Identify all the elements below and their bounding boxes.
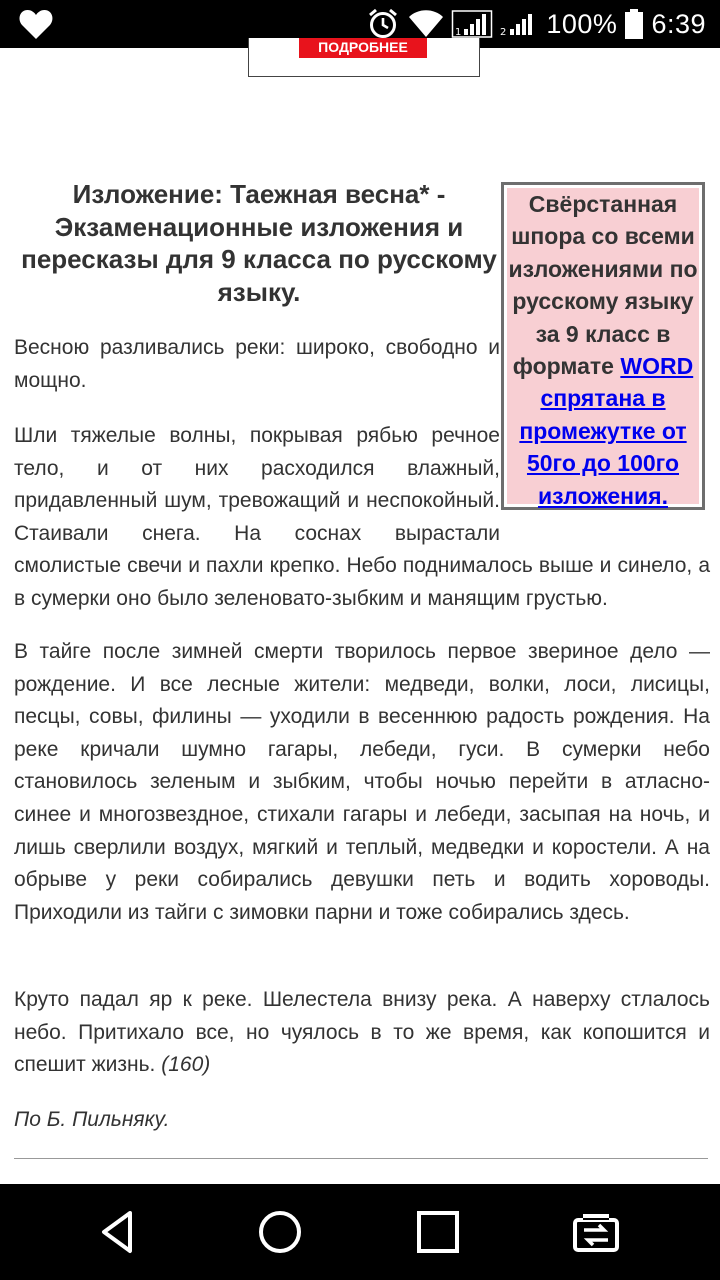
alarm-icon xyxy=(366,7,400,41)
switch-apps-icon[interactable] xyxy=(572,1208,620,1256)
article-paragraph-text: Шли тяжелые волны, покрывая рябью речное тело, и от них расходился влажный, придавленный шум, тревожащий и неспокойный. Стаивали снега. На соснах вырастали смолистые свечи и пахли крепко. Небо поднималось выше и синело, а в сумерки оно было зеленовато-зыбким и манящим грустью. xyxy=(14,424,710,610)
article-paragraph xyxy=(14,984,710,1082)
page-title: Изложение: Таежная весна* - Экзаменационные изложения и пересказы для 9 класса по русскому языку. xyxy=(21,179,497,307)
svg-text:1: 1 xyxy=(455,27,462,38)
wifi-icon xyxy=(408,9,444,39)
promo-content xyxy=(507,188,699,509)
promo-text: Свёрстанная шпора со всеми изложениями по русскому языку за 9 класс в формате xyxy=(508,191,698,380)
recent-apps-icon[interactable] xyxy=(414,1208,462,1256)
article-paragraph-text: Круто падал яр к реке. Шелестела внизу река. А наверху стлалось небо. Притихало все, но чуялось в то же время, как копошится и спешит жизнь. xyxy=(14,988,710,1077)
article-paragraph: В тайге после зимней смерти творилось первое звериное дело — рождение. И все лесные жители: медведи, волки, лоси, лисицы, песцы, совы, филины — уходили в весеннюю радость рождения. На реке кричали шумно гагары, лебеди, гуси. В сумерки небо становилось зеленым и зыбким, чтобы ночью перейти в атласно-синее и многозвездное, стихали гагары и лебеди, засыпая на ночь, и лишь сверлили воздух, мягкий и теплый, медведки и коростели. А на обрыве у реки собирались девушки петь и водить хороводы. Приходили из тайги с зимовки парни и тоже собирались здесь. xyxy=(14,640,710,924)
battery-percent: 100% xyxy=(546,8,618,39)
article-attribution: По Б. Пильняку. xyxy=(14,1108,170,1131)
promo-box xyxy=(501,182,705,510)
back-icon[interactable] xyxy=(96,1208,144,1256)
ad-more-button[interactable]: ПОДРОБНЕЕ xyxy=(299,38,427,58)
ad-banner[interactable] xyxy=(248,38,480,77)
page-content[interactable] xyxy=(0,39,720,1184)
promo-link[interactable]: WORD спрятана в промежутке от 50го до 100го изложения. xyxy=(519,353,694,509)
navigation-bar xyxy=(0,1184,720,1280)
clock: 6:39 xyxy=(651,8,706,39)
signal-1-icon xyxy=(452,9,492,39)
article-paragraph: Весною разливались реки: широко, свободно и мощно. xyxy=(14,336,500,392)
word-count-note: (160) xyxy=(161,1053,211,1077)
divider xyxy=(14,1158,708,1159)
battery-icon xyxy=(625,9,643,39)
home-icon[interactable] xyxy=(256,1208,304,1256)
heart-icon xyxy=(18,6,54,42)
svg-text:2: 2 xyxy=(500,27,507,38)
signal-2-icon xyxy=(500,9,538,39)
